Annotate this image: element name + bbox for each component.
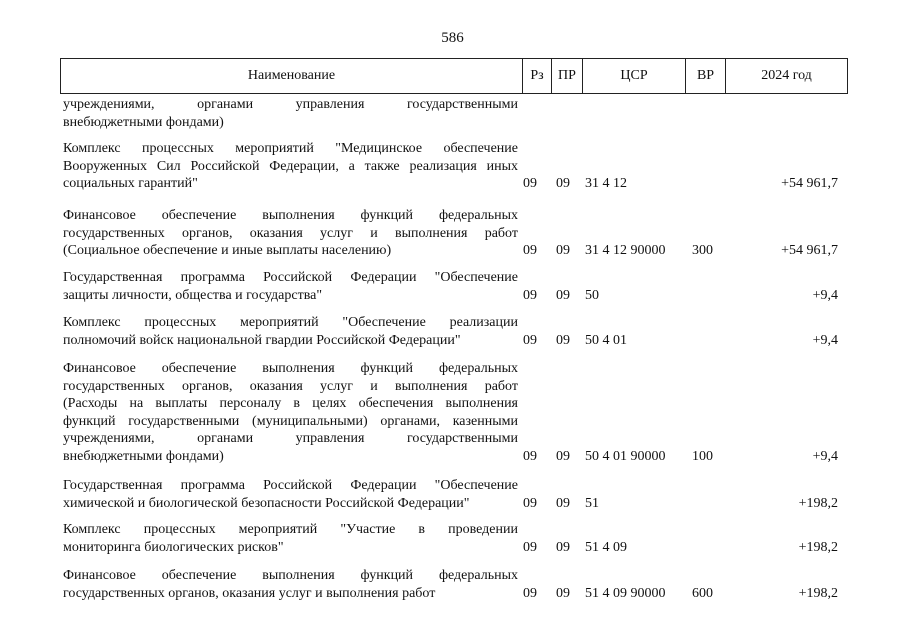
row-name-line: социальных гарантий" xyxy=(63,176,198,191)
row-name-line: Финансовое обеспечение выполнения функций федеральных xyxy=(63,208,518,223)
row-name-line: защиты личности, общества и государства" xyxy=(63,287,323,303)
row-name-line: полномочий войск национальной гвардии Российской Федерации" xyxy=(63,332,461,348)
row-pr: 09 xyxy=(556,585,570,601)
row-name-line: (Социальное обеспечение и иные выплаты населению) xyxy=(63,243,392,258)
row-name xyxy=(63,314,518,349)
row-csr: 31 4 12 90000 xyxy=(585,243,666,258)
row-csr: 51 4 09 xyxy=(585,539,627,555)
row-rz: 09 xyxy=(523,539,537,555)
row-rz: 09 xyxy=(523,495,537,511)
header-vr: ВР xyxy=(686,59,726,93)
row-csr: 51 4 09 90000 xyxy=(585,585,666,601)
row-rz: 09 xyxy=(523,287,537,303)
header-year: 2024 год xyxy=(761,68,812,83)
row-name-line: Комплекс процессных мероприятий "Участие в проведении xyxy=(63,522,518,537)
row-pr: 09 xyxy=(556,332,570,348)
row-name-line: учреждениями, органами управления государственными xyxy=(63,431,518,446)
row-name xyxy=(63,207,518,260)
row-csr: 31 4 12 xyxy=(585,176,627,191)
row-name-line: Вооруженных Сил Российской Федерации, а также реализация иных xyxy=(63,158,518,174)
table-header xyxy=(60,58,848,94)
header-pr: ПР xyxy=(552,59,583,93)
row-value: +54 961,7 xyxy=(781,176,838,191)
row-vr: 100 xyxy=(692,448,713,464)
row-name xyxy=(63,521,518,556)
row-rz: 09 xyxy=(523,332,537,348)
row-csr: 50 4 01 xyxy=(585,332,627,348)
row-vr: 300 xyxy=(692,243,713,258)
row-name-line: мониторинга биологических рисков" xyxy=(63,539,284,555)
row-rz: 09 xyxy=(523,585,537,601)
row-vr: 600 xyxy=(692,585,713,601)
row-rz: 09 xyxy=(523,176,537,191)
row-name xyxy=(63,477,518,512)
row-csr: 51 xyxy=(585,495,599,511)
row-value: +198,2 xyxy=(798,585,838,601)
row-name-line: государственных органов, оказания услуг и выполнения работ xyxy=(63,378,518,394)
row-rz: 09 xyxy=(523,448,537,464)
page-number: 586 xyxy=(441,30,464,46)
row-csr: 50 xyxy=(585,287,599,303)
row-name-line: химической и биологической безопасности Российской Федерации" xyxy=(63,495,470,511)
row-value: +198,2 xyxy=(798,539,838,555)
row-name-line: Комплекс процессных мероприятий "Медицинское обеспечение xyxy=(63,141,518,156)
row-name-line: Государственная программа Российской Федерации "Обеспечение xyxy=(63,270,518,285)
row-name xyxy=(63,567,518,602)
row-value: +198,2 xyxy=(798,495,838,511)
header-name: Наименование xyxy=(61,59,523,93)
row-csr: 50 4 01 90000 xyxy=(585,448,666,464)
row-pr: 09 xyxy=(556,495,570,511)
row-value: +54 961,7 xyxy=(781,243,838,258)
row-name xyxy=(63,360,518,465)
row-name-line: государственных органов, оказания услуг и выполнения работ xyxy=(63,585,436,601)
row-name-line: учреждениями, органами управления государственными xyxy=(63,97,518,112)
row-pr: 09 xyxy=(556,243,570,258)
row-rz: 09 xyxy=(523,243,537,258)
row-name-line: внебюджетными фондами) xyxy=(63,448,224,464)
row-name-line: Финансовое обеспечение выполнения функций федеральных xyxy=(63,361,518,376)
row-name xyxy=(63,269,518,304)
row-pr: 09 xyxy=(556,539,570,555)
header-csr: ЦСР xyxy=(583,59,686,93)
header-rz: Рз xyxy=(523,59,552,93)
row-value: +9,4 xyxy=(812,448,838,464)
row-name-line: внебюджетными фондами) xyxy=(63,114,224,130)
row-name xyxy=(63,140,518,193)
row-pr: 09 xyxy=(556,287,570,303)
row-pr: 09 xyxy=(556,176,570,191)
row-name xyxy=(63,96,518,131)
row-name-line: Комплекс процессных мероприятий "Обеспечение реализации xyxy=(63,315,518,330)
row-pr: 09 xyxy=(556,448,570,464)
row-value: +9,4 xyxy=(812,332,838,348)
row-value: +9,4 xyxy=(812,287,838,303)
row-name-line: государственных органов, оказания услуг и выполнения работ xyxy=(63,225,518,241)
row-name-line: (Расходы на выплаты персоналу в целях обеспечения выполнения xyxy=(63,396,518,411)
row-name-line: Финансовое обеспечение выполнения функций федеральных xyxy=(63,568,518,583)
row-name-line: Государственная программа Российской Федерации "Обеспечение xyxy=(63,478,518,493)
row-name-line: функций государственными (муниципальными) органами, казенными xyxy=(63,413,518,429)
